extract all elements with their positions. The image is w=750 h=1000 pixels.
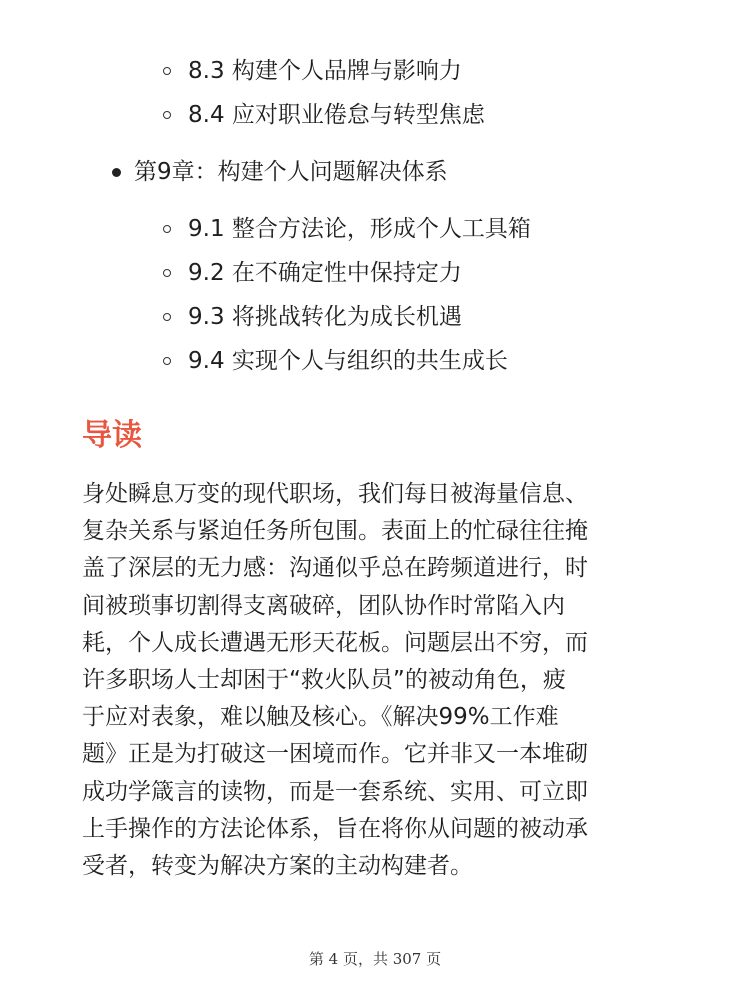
hollow-bullet-icon [163,111,171,119]
hollow-bullet-icon [163,225,171,233]
toc-item-8-4: 8.4 应对职业倦怠与转型焦虑 [188,102,485,128]
body-line: 复杂关系与紧迫任务所包围。表面上的忙碌往往掩 [82,518,588,545]
body-line: 耗，个人成长遭遇无形天花板。问题层出不穷，而 [82,629,588,656]
body-line: 身处瞬息万变的现代职场，我们每日被海量信息、 [82,481,588,507]
body-line: 间被琐事切割得支离破碎，团队协作时常陷入内 [82,592,565,619]
toc-chapter-9: 第9章：构建个人问题解决体系 [134,159,448,185]
page-number-footer: 第 4 页，共 307 页 [308,950,442,968]
body-line: 受者，转变为解决方案的主动构建者。 [82,852,473,879]
toc-item-9-1: 9.1 整合方法论，形成个人工具箱 [188,216,531,242]
body-line: 上手操作的方法论体系，旨在将你从问题的被动承 [82,815,588,842]
hollow-bullet-icon [163,357,171,365]
section-title: 导读 [82,418,142,453]
toc-item-8-3: 8.3 构建个人品牌与影响力 [188,58,462,84]
body-line: 成功学箴言的读物，而是一套系统、实用、可立即 [82,778,588,805]
body-line: 于应对表象，难以触及核心。《解决99%工作难 [82,704,559,731]
body-paragraph [82,476,682,885]
hollow-bullet-icon [163,313,171,321]
toc-item-9-2: 9.2 在不确定性中保持定力 [188,260,462,286]
hollow-bullet-icon [163,67,171,75]
toc-item-9-4: 9.4 实现个人与组织的共生成长 [188,348,508,374]
body-line: 许多职场人士却困于“救火队员”的被动角色，疲 [82,666,566,693]
hollow-bullet-icon [163,269,171,277]
toc-item-9-3: 9.3 将挑战转化为成长机遇 [188,304,462,330]
body-line: 盖了深层的无力感：沟通似乎总在跨频道进行，时 [82,555,588,582]
body-line: 题》正是为打破这一困境而作。它并非又一本堆砌 [82,741,588,768]
solid-bullet-icon [112,168,121,177]
